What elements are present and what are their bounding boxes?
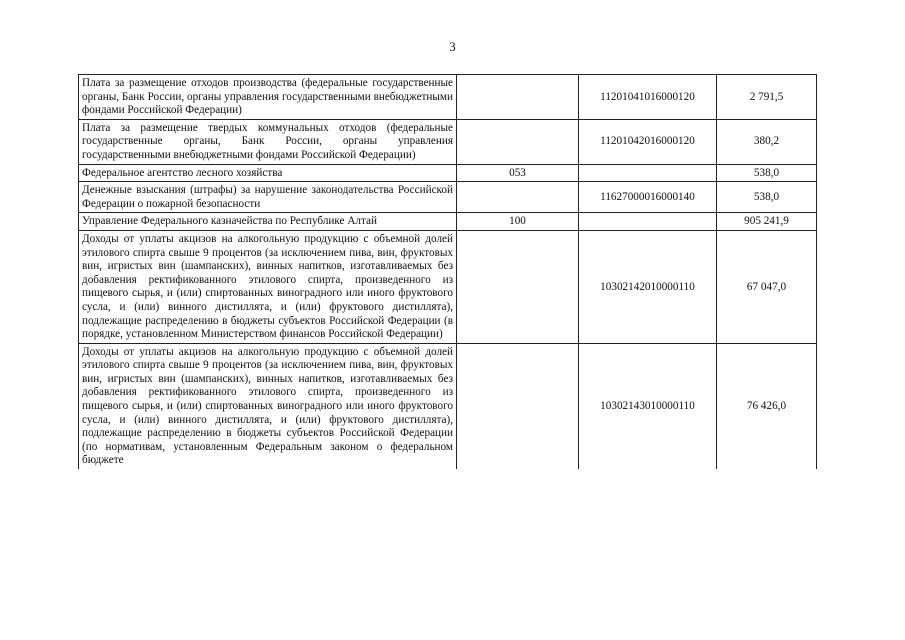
table-row	[79, 343, 817, 469]
row-admin-code: 100	[457, 213, 579, 231]
row-name: Управление Федерального казначейства по Республике Алтай	[79, 213, 457, 231]
table-row	[79, 164, 817, 182]
row-name: Плата за размещение отходов производства (федеральные государственные органы, Банк России, органы управления государственными внебюджетными фондами Российской Федерации)	[79, 75, 457, 120]
row-budget-code: 10302143010000110	[579, 343, 717, 469]
row-admin-code: 053	[457, 164, 579, 182]
row-budget-code: 11201042016000120	[579, 119, 717, 164]
row-name: Плата за размещение твердых коммунальных отходов (федеральные государственные органы, Банк России, органы управления государственными внебюджетными фондами Российской Федерации)	[79, 119, 457, 164]
row-amount: 76 426,0	[717, 343, 817, 469]
row-amount: 538,0	[717, 182, 817, 213]
row-admin-code	[457, 75, 579, 120]
table-row	[79, 182, 817, 213]
row-budget-code: 10302142010000110	[579, 230, 717, 343]
table-row	[79, 230, 817, 343]
row-budget-code: 11201041016000120	[579, 75, 717, 120]
row-budget-code: 11627000016000140	[579, 182, 717, 213]
row-amount: 905 241,9	[717, 213, 817, 231]
row-admin-code	[457, 182, 579, 213]
row-name: Федеральное агентство лесного хозяйства	[79, 164, 457, 182]
row-admin-code	[457, 343, 579, 469]
row-budget-code	[579, 213, 717, 231]
page-number: 3	[449, 40, 456, 54]
row-admin-code	[457, 119, 579, 164]
row-admin-code	[457, 230, 579, 343]
row-amount: 538,0	[717, 164, 817, 182]
row-name: Денежные взыскания (штрафы) за нарушение законодательства Российской Федерации о пожарной безопасности	[79, 182, 457, 213]
row-amount: 380,2	[717, 119, 817, 164]
row-name: Доходы от уплаты акцизов на алкогольную продукцию с объемной долей этилового спирта свыше 9 процентов (за исключением пива, вин, фруктовых вин, игристых вин (шампанских), винных напитков, изготавливаемых без добавления ректификованного этилового спирта, произведенного из пищевого сырья, и (или) спиртованных виноградного или иного фруктового сусла, и (или) винного дистиллята, и (или) фруктового дистиллята), подлежащие распределению в бюджеты субъектов Российской Федерации (в порядке, установленном Министерством финансов Российской Федерации)	[79, 230, 457, 343]
table-row	[79, 75, 817, 120]
row-budget-code	[579, 164, 717, 182]
table-row	[79, 119, 817, 164]
row-name: Доходы от уплаты акцизов на алкогольную продукцию с объемной долей этилового спирта свыше 9 процентов (за исключением пива, вин, фруктовых вин, игристых вин (шампанских), винных напитков, изготавливаемых без добавления ректификованного этилового спирта, произведенного из пищевого сырья, и (или) спиртованных виноградного или иного фруктового сусла, и (или) винного дистиллята, и (или) фруктового дистиллята), подлежащие распределению в бюджеты субъектов Российской Федерации (по нормативам, установленным Федеральным законом о федеральном бюджете	[79, 343, 457, 469]
table-row	[79, 213, 817, 231]
row-amount: 67 047,0	[717, 230, 817, 343]
row-amount: 2 791,5	[717, 75, 817, 120]
revenue-table	[78, 74, 817, 469]
